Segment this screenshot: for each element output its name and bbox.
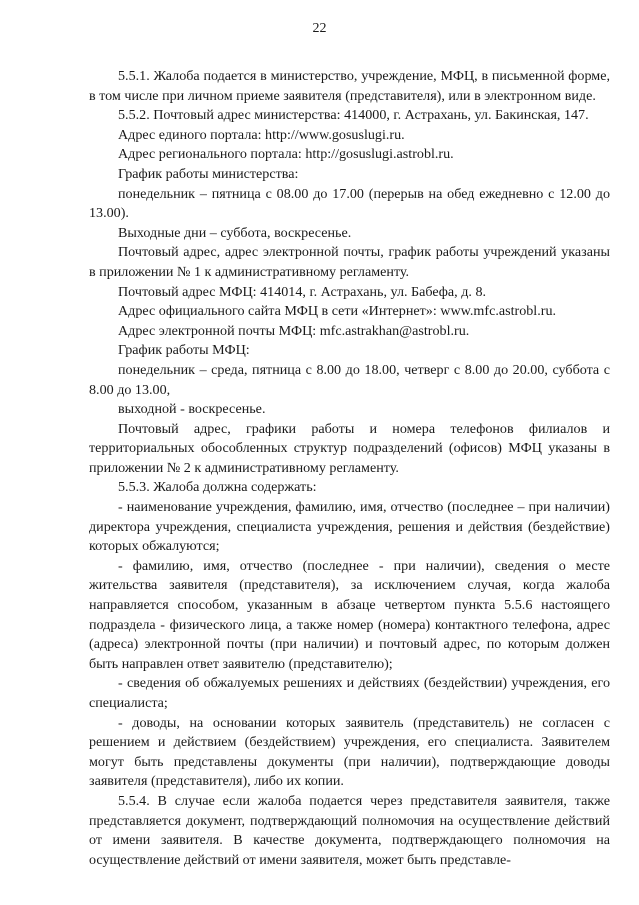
paragraph: Адрес официального сайта МФЦ в сети «Интернет»: www.mfc.astrobl.ru. [118, 303, 557, 320]
paragraph: - доводы, на основании которых заявитель (представитель) не согласен с решением и действием (бездействием) учреждения, его специалиста. Заявителем могут быть представлены документы (при наличии), подтверждающие доводы заявителя (представителя), либо их копии. [89, 714, 610, 790]
paragraph: 5.5.1. Жалоба подается в министерство, учреждение, МФЦ, в письменной форме, в том числе при личном приеме заявителя (представителя), или в электронном виде. [89, 68, 610, 104]
paragraph: выходной - воскресенье. [118, 401, 266, 418]
paragraph: Адрес единого портала: http://www.gosuslugi.ru. [118, 126, 405, 143]
paragraph: понедельник – пятница с 08.00 до 17.00 (перерыв на обед ежедневно с 12.00 до 13.00). [89, 185, 610, 222]
paragraph: Адрес регионального портала: http://gosuslugi.astrobl.ru. [118, 146, 454, 163]
paragraph: понедельник – среда, пятница с 8.00 до 18.00, четверг с 8.00 до 20.00, суббота с 8.00 до 13.00, [89, 361, 610, 398]
paragraph: Почтовый адрес, адрес электронной почты, график работы учреждений указаны в приложении № 1 к административному регламенту. [89, 244, 610, 280]
paragraph: - сведения об обжалуемых решениях и действиях (бездействии) учреждения, его специалиста; [89, 675, 610, 711]
paragraph: - наименование учреждения, фамилию, имя, отчество (последнее – при наличии) директора учреждения, специалиста учреждения, решения и действия (бездействие) которых обжалуются; [89, 499, 610, 555]
page-number: 22 [312, 21, 327, 36]
paragraph: График работы МФЦ: [118, 342, 250, 359]
paragraph: Выходные дни – суббота, воскресенье. [118, 224, 352, 241]
paragraph: Адрес электронной почты МФЦ: mfc.astrakhan@astrobl.ru. [118, 322, 470, 339]
paragraph: Почтовый адрес, графики работы и номера телефонов филиалов и территориальных обособленных структур подразделений (офисов) МФЦ указаны в приложении № 2 к административному регламенту. [89, 420, 610, 476]
paragraph: - фамилию, имя, отчество (последнее - при наличии), сведения о месте жительства заявителя (представителя), за исключением случая, когда жалоба направляется способом, указанным в абзаце четвертом пункта 5.5.6 настоящего подраздела - физического лица, а также номер (номера) контактного телефона, адрес (адреса) электронной почты (при наличии) и почтовый адрес, по которым должен быть направлен ответ заявителю (представителю); [89, 557, 610, 672]
paragraph: 5.5.3. Жалоба должна содержать: [118, 479, 317, 496]
paragraph: Почтовый адрес МФЦ: 414014, г. Астрахань, ул. Бабефа, д. 8. [118, 283, 487, 300]
body-text [89, 67, 610, 870]
paragraph: 5.5.4. В случае если жалоба подается через представителя заявителя, также представляется документ, подтверждающий полномочия на осуществление действий от имени заявителя. В качестве документа, подтверждающего полномочия на осуществление действий от имени заявителя, может быть представле- [89, 792, 610, 868]
paragraph: График работы министерства: [118, 165, 299, 182]
paragraph: 5.5.2. Почтовый адрес министерства: 414000, г. Астрахань, ул. Бакинская, 147. [118, 107, 589, 124]
